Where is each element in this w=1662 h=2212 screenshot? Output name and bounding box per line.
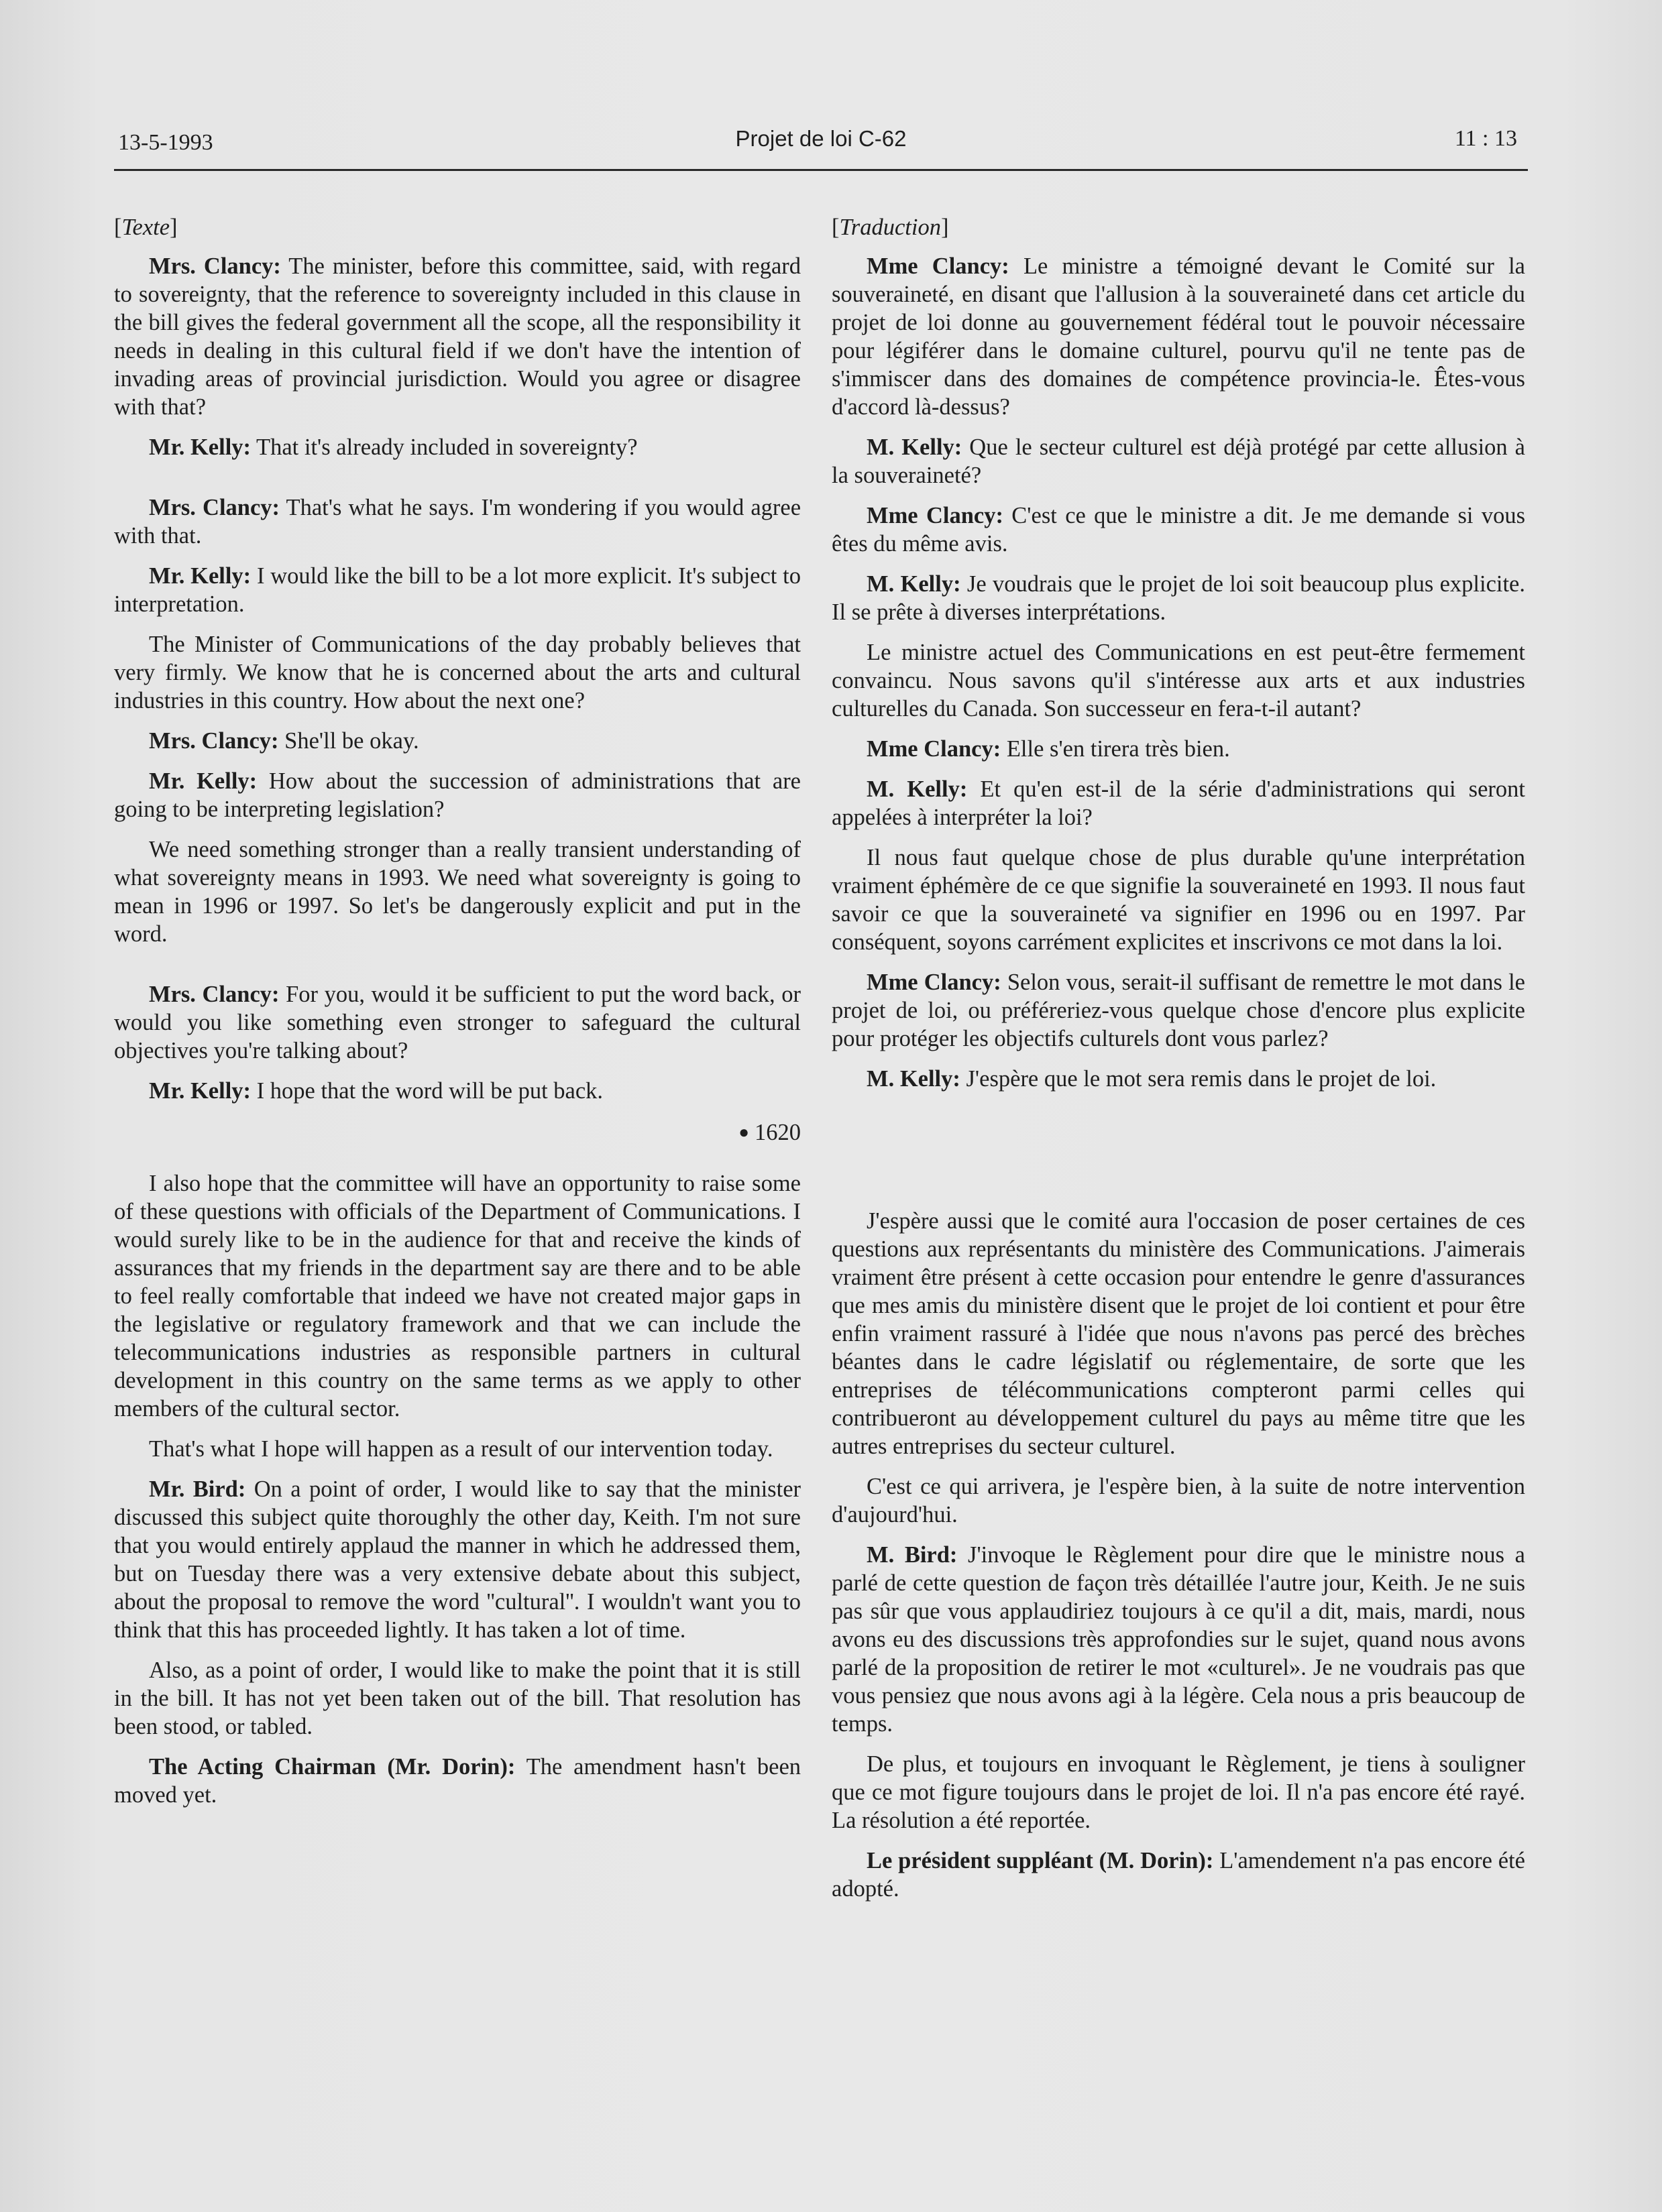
paragraph <box>114 1169 801 1423</box>
paragraph <box>832 1207 1525 1460</box>
speaker-name: Mrs. Clancy: <box>149 495 280 520</box>
section-label-traduction: [Traduction] <box>832 215 949 240</box>
speech-text: De plus, et toujours en invoquant le Règlement, je tiens à souligner que ce mot figure toujours dans le projet de loi. Il n'a pas encore été rayé. La résolution a été reportée. <box>832 1751 1525 1833</box>
speech-text: Le ministre a témoigné devant le Comité sur la souveraineté, en disant que l'allusion à la souveraineté dans cet article du projet de loi donne au gouvernement fédéral tout le pouvoir nécessaire pour légiférer dans le domaine culturel, pourvu qu'il ne tente pas de s'immiscer dans des domaines de compétence provincia-le. Êtes-vous d'accord là-dessus? <box>832 253 1525 420</box>
speech-text: That's what I hope will happen as a result of our intervention today. <box>149 1436 773 1462</box>
speaker-name: Mr. Kelly: <box>149 434 252 460</box>
paragraph <box>114 1435 801 1463</box>
paragraph <box>832 1541 1525 1738</box>
speaker-name: Mr. Kelly: <box>149 563 252 589</box>
french-column <box>832 213 1525 1915</box>
paragraph <box>114 1656 801 1741</box>
paragraph <box>114 727 801 755</box>
header-page-number: 11 : 13 <box>1454 126 1517 151</box>
english-column <box>114 213 801 1821</box>
paragraph <box>832 1750 1525 1835</box>
speaker-name: Mme Clancy: <box>867 253 1009 279</box>
speaker-name: M. Kelly: <box>867 1066 960 1092</box>
speech-text: I hope that the word will be put back. <box>251 1078 604 1104</box>
speech-text: Je voudrais que le projet de loi soit beaucoup plus explicite. Il se prête à diverses interprétations. <box>832 571 1525 625</box>
speaker-name: M. Bird: <box>867 1542 958 1568</box>
paragraph <box>832 735 1525 763</box>
speaker-name: Le président suppléant (M. Dorin): <box>867 1848 1214 1873</box>
speaker-name: Mme Clancy: <box>867 736 1001 762</box>
speaker-name: Mr. Bird: <box>149 1476 246 1502</box>
speech-text: We need something stronger than a really transient understanding of what sovereignty means in 1993. We need what sovereignty is going to mean in 1996 or 1997. So let's be dangerously explicit and put in the word. <box>114 837 801 947</box>
speech-text: Que le secteur culturel est déjà protégé par cette allusion à la souveraineté? <box>832 434 1525 488</box>
paragraph <box>114 630 801 715</box>
speech-text: Also, as a point of order, I would like to make the point that it is still in the bill. It has not yet been taken out of the bill. That resolution has been stood, or tabled. <box>114 1657 801 1739</box>
speaker-name: Mr. Kelly: <box>149 1078 252 1104</box>
paragraph <box>114 562 801 618</box>
paragraph <box>114 767 801 823</box>
speech-text: The minister, before this committee, said, with regard to sovereignty, that the reference to sovereignty included in this clause in the bill gives the federal government all the scope, all the responsibility it needs in dealing in this cultural field if we don't have the intention of invading areas of provincial jurisdiction. Would you agree or disagree with that? <box>114 253 801 420</box>
paragraph <box>832 843 1525 956</box>
bullet-icon: ● <box>738 1122 749 1142</box>
paragraph <box>832 775 1525 831</box>
speech-text: C'est ce que le ministre a dit. Je me demande si vous êtes du même avis. <box>832 503 1525 557</box>
paragraph <box>832 433 1525 489</box>
paragraph <box>832 1472 1525 1529</box>
paragraph <box>832 1065 1525 1093</box>
speech-text: On a point of order, I would like to say that the minister discussed this subject quite thoroughly the other day, Keith. I'm not sure that you would entirely applaud the manner in which he addressed them, but on Tuesday there was a very extensive debate about this subject, about the proposal to remove the word ''cultural''. I wouldn't want you to think that this has proceeded lightly. It has taken a lot of time. <box>114 1476 801 1643</box>
paragraph <box>832 1847 1525 1903</box>
paragraph <box>832 570 1525 626</box>
speech-text: L'amendement n'a pas encore été adopté. <box>832 1848 1525 1902</box>
speech-text: She'll be okay. <box>278 728 419 754</box>
speech-text: That it's already included in sovereignty? <box>251 434 638 460</box>
paragraph <box>832 968 1525 1053</box>
paragraph <box>114 252 801 421</box>
speech-text: The amendment hasn't been moved yet. <box>114 1754 801 1808</box>
section-label-texte: [Texte] <box>114 215 178 240</box>
speech-text: Selon vous, serait-il suffisant de remettre le mot dans le projet de loi, ou préféreriez-vous quelque chose d'encore plus explicite pour protéger les objectifs culturels dont vous parlez? <box>832 970 1525 1051</box>
timestamp-spacer <box>832 1105 1525 1151</box>
speech-text: The Minister of Communications of the day probably believes that very firmly. We know that he is concerned about the arts and cultural industries in this country. How about the next one? <box>114 632 801 713</box>
paragraph <box>832 252 1525 421</box>
speech-text: For you, would it be sufficient to put the word back, or would you like something even stronger to safeguard the cultural objectives you're talking about? <box>114 982 801 1063</box>
speech-text: Et qu'en est-il de la série d'administrations qui seront appelées à interpréter la loi? <box>832 776 1525 830</box>
header-title: Projet de loi C-62 <box>735 126 907 151</box>
speech-text: C'est ce qui arrivera, je l'espère bien, à la suite de notre intervention d'aujourd'hui. <box>832 1474 1525 1527</box>
header-date: 13-5-1993 <box>118 130 213 155</box>
paragraph <box>832 502 1525 558</box>
paragraph <box>114 1753 801 1809</box>
speech-text: J'espère aussi que le comité aura l'occasion de poser certaines de ces questions aux représentants du ministère des Communications. J'aimerais vraiment être présent à cette occasion pour entendre le genre d'assurances que mes amis du ministère disent que le projet de loi contient et pour être enfin vraiment rassuré à l'idée que nous n'avons pas percé des brèches béantes dans le cadre législatif ou réglementaire, de sorte que les entreprises de télécommunications compteront parmi celles qui contribueront au développement culturel du pays au même titre que les autres entreprises du secteur culturel. <box>832 1208 1525 1459</box>
header-rule <box>114 169 1528 171</box>
page-header <box>114 126 1528 161</box>
speaker-name: Mrs. Clancy: <box>149 253 281 279</box>
paragraph <box>114 493 801 550</box>
paragraph <box>114 980 801 1065</box>
paragraph <box>114 1077 801 1105</box>
speaker-name: The Acting Chairman (Mr. Dorin): <box>149 1754 516 1780</box>
speech-text: Le ministre actuel des Communications en est peut-être fermement convaincu. Nous savons qu'il s'intéresse aux arts et aux industries culturelles du Canada. Son successeur en fera-t-il autant? <box>832 640 1525 721</box>
speaker-name: Mme Clancy: <box>867 503 1003 528</box>
speaker-name: M. Kelly: <box>867 776 968 802</box>
paragraph <box>114 1475 801 1644</box>
paragraph <box>114 433 801 461</box>
speech-text: Il nous faut quelque chose de plus durable qu'une interprétation vraiment éphémère de ce que signifie la souveraineté en 1993. Il nous faut savoir ce que la souveraineté va signifier en 1996 ou en 1997. Par conséquent, soyons carrément explicites et inscrivons ce mot dans la loi. <box>832 845 1525 955</box>
speech-text: I would like the bill to be a lot more explicit. It's subject to interpretation. <box>114 563 801 617</box>
speaker-name: M. Kelly: <box>867 434 962 460</box>
speech-text: That's what he says. I'm wondering if you would agree with that. <box>114 495 801 548</box>
speech-text: I also hope that the committee will have an opportunity to raise some of these questions with officials of the Department of Communications. I would surely like to be in the audience for that and receive the kinds of assurances that my friends in the department say are there and to be able to feel really comfortable that indeed we have not created major gaps in the legislative or regulatory framework and that we can include the telecommunications industries as responsible partners in cultural development in this country on the same terms as we apply to other members of the cultural sector. <box>114 1171 801 1421</box>
speech-text: J'espère que le mot sera remis dans le projet de loi. <box>960 1066 1437 1092</box>
timestamp: ● 1620 <box>738 1120 801 1145</box>
speaker-name: Mr. Kelly: <box>149 768 258 794</box>
speaker-name: M. Kelly: <box>867 571 961 597</box>
speech-text: J'invoque le Règlement pour dire que le ministre nous a parlé de cette question de façon très détaillée l'autre jour, Keith. Je ne suis pas sûr que vous applaudiriez toujours à ce qu'il a dit, mais, mardi, nous avons eu des discussions très approfondies sur le sujet, quand nous avons parlé de la proposition de retirer le mot «culturel». Je ne voudrais pas que vous pensiez que nous avons agi à la légère. Cela nous a pris beaucoup de temps. <box>832 1542 1525 1737</box>
speech-text: Elle s'en tirera très bien. <box>1001 736 1230 762</box>
speaker-name: Mrs. Clancy: <box>149 982 280 1007</box>
paragraph <box>114 835 801 948</box>
speech-text: How about the succession of administrations that are going to be interpreting legislation? <box>114 768 801 822</box>
speaker-name: Mme Clancy: <box>867 970 1001 995</box>
paragraph <box>832 638 1525 723</box>
speaker-name: Mrs. Clancy: <box>149 728 279 754</box>
